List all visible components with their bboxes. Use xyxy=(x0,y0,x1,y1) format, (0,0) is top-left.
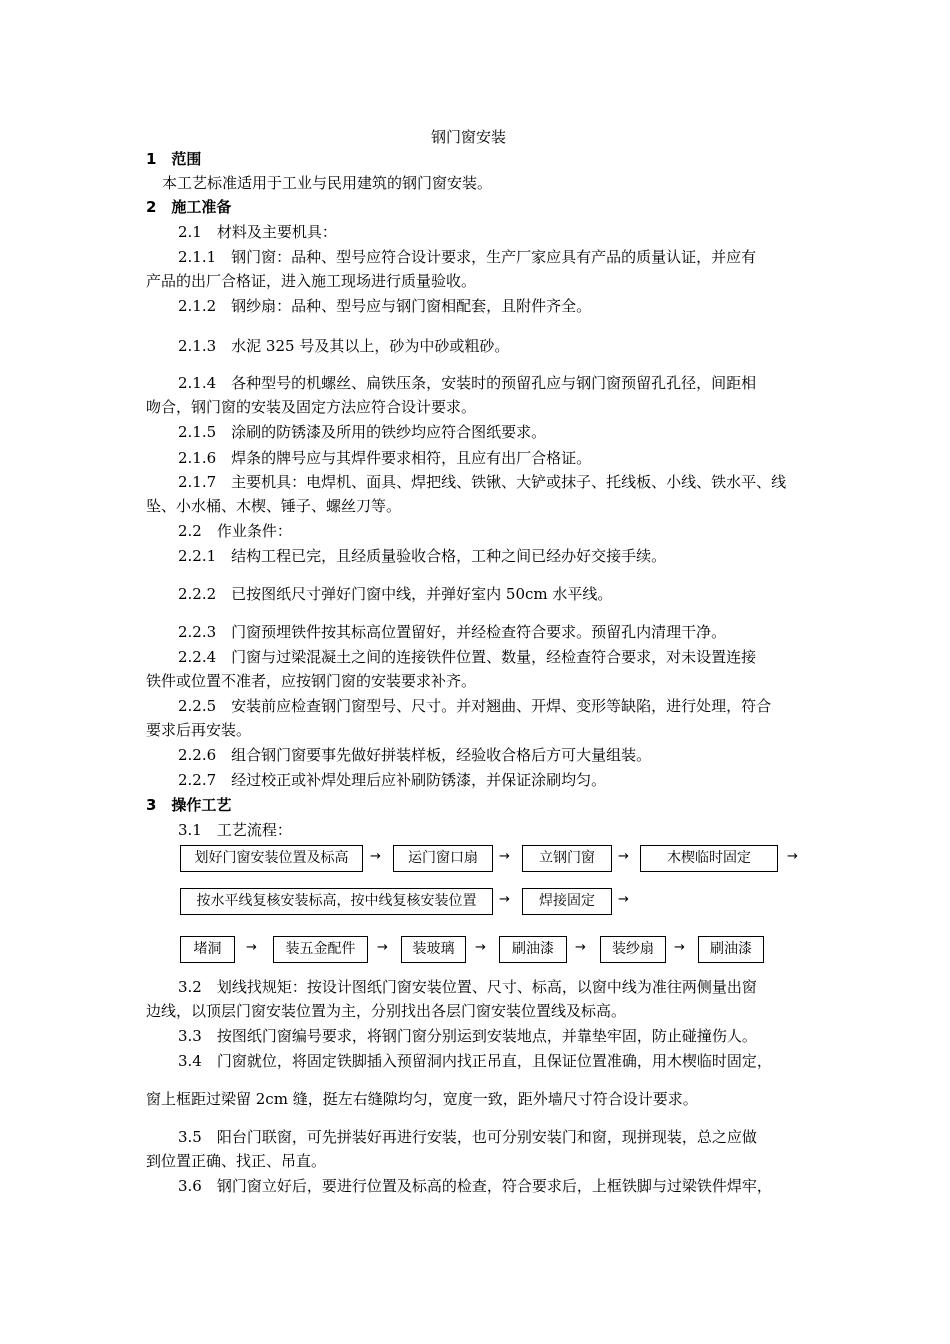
paragraph: 要求后再安装。 xyxy=(146,721,252,739)
section-3-heading: 3 操作工艺 xyxy=(146,796,232,814)
paragraph: 本工艺标准适用于工业与民用建筑的钢门窗安装。 xyxy=(162,174,493,192)
paragraph: 3.3 按图纸门窗编号要求，将钢门窗分别运到安装地点，并靠垫牢固，防止碰撞伤人。 xyxy=(178,1027,757,1045)
section-1-heading: 1 范围 xyxy=(146,150,202,168)
flow-step: 装五金配件 xyxy=(273,936,368,963)
paragraph: 2.1.1 钢门窗：品种、型号应符合设计要求，生产厂家应具有产品的质量认证，并应有 xyxy=(178,248,757,266)
arrow-icon: → xyxy=(370,849,381,864)
paragraph: 2.2.1 结构工程已完，且经质量验收合格，工种之间已经办好交接手续。 xyxy=(178,547,667,565)
paragraph: 2.1.5 涂刷的防锈漆及所用的铁纱均应符合图纸要求。 xyxy=(178,423,547,441)
paragraph: 2.1.3 水泥 325 号及其以上，砂为中砂或粗砂。 xyxy=(178,337,510,355)
flow-step: 划好门窗安装位置及标高 xyxy=(180,845,363,872)
flow-step: 刷油漆 xyxy=(698,936,764,963)
arrow-icon: → xyxy=(575,940,586,955)
flow-step: 立钢门窗 xyxy=(522,845,612,872)
section-2-heading: 2 施工准备 xyxy=(146,198,232,216)
paragraph: 到位置正确、找正、吊直。 xyxy=(146,1152,327,1170)
paragraph: 2.2.6 组合钢门窗要事先做好拼装样板，经验收合格后方可大量组装。 xyxy=(178,746,652,764)
arrow-icon: → xyxy=(787,849,798,864)
flow-step: 木楔临时固定 xyxy=(640,845,778,872)
paragraph: 吻合，钢门窗的安装及固定方法应符合设计要求。 xyxy=(146,398,477,416)
paragraph: 2.1 材料及主要机具： xyxy=(178,223,337,241)
paragraph: 边线，以顶层门窗安装位置为主，分别找出各层门窗安装位置线及标高。 xyxy=(146,1002,627,1020)
document-title: 钢门窗安装 xyxy=(431,128,507,146)
arrow-icon: → xyxy=(246,940,257,955)
flow-step: 堵洞 xyxy=(180,936,235,963)
paragraph: 2.1.4 各种型号的机螺丝、扁铁压条，安装时的预留孔应与钢门窗预留孔孔径，间距相 xyxy=(178,374,757,392)
paragraph: 3.4 门窗就位，将固定铁脚插入预留洞内找正吊直，且保证位置准确，用木楔临时固定， xyxy=(178,1052,772,1070)
paragraph: 铁件或位置不准者，应按钢门窗的安装要求补齐。 xyxy=(146,672,477,690)
paragraph: 3.2 划线找规矩：按设计图纸门窗安装位置、尺寸、标高，以窗中线为准往两侧量出窗 xyxy=(178,978,757,996)
arrow-icon: → xyxy=(499,892,510,907)
flow-step: 刷油漆 xyxy=(499,936,567,963)
paragraph: 坠、小水桶、木楔、锤子、螺丝刀等。 xyxy=(146,497,402,515)
paragraph: 2.1.6 焊条的牌号应与其焊件要求相符，且应有出厂合格证。 xyxy=(178,449,592,467)
flow-step: 装纱扇 xyxy=(600,936,666,963)
paragraph: 窗上框距过梁留 2cm 缝，挺左右缝隙均匀，宽度一致，距外墙尺寸符合设计要求。 xyxy=(146,1090,698,1108)
arrow-icon: → xyxy=(618,892,629,907)
paragraph: 2.2 作业条件： xyxy=(178,522,292,540)
paragraph: 2.2.7 经过校正或补焊处理后应补刷防锈漆，并保证涂刷均匀。 xyxy=(178,771,607,789)
arrow-icon: → xyxy=(499,849,510,864)
paragraph: 2.2.3 门窗预埋铁件按其标高位置留好，并经检查符合要求。预留孔内清理干净。 xyxy=(178,623,727,641)
arrow-icon: → xyxy=(618,849,629,864)
paragraph: 2.2.2 已按图纸尺寸弹好门窗中线，并弹好室内 50cm 水平线。 xyxy=(178,585,613,603)
paragraph: 2.2.5 安装前应检查钢门窗型号、尺寸。并对翘曲、开焊、变形等缺陷，进行处理，符合 xyxy=(178,697,772,715)
flow-step: 焊接固定 xyxy=(522,888,612,915)
flow-step: 运门窗口扇 xyxy=(393,845,493,872)
arrow-icon: → xyxy=(475,940,486,955)
arrow-icon: → xyxy=(377,940,388,955)
paragraph: 2.1.2 钢纱扇：品种、型号应与钢门窗相配套，且附件齐全。 xyxy=(178,297,592,315)
paragraph: 2.2.4 门窗与过梁混凝土之间的连接铁件位置、数量，经检查符合要求，对未设置连接 xyxy=(178,648,757,666)
flow-step: 按水平线复核安装标高，按中线复核安装位置 xyxy=(180,888,493,915)
flow-step: 装玻璃 xyxy=(401,936,466,963)
paragraph: 3.5 阳台门联窗，可先拼装好再进行安装，也可分别安装门和窗，现拼现装，总之应做 xyxy=(178,1128,757,1146)
paragraph: 3.6 钢门窗立好后，要进行位置及标高的检查，符合要求后，上框铁脚与过梁铁件焊牢， xyxy=(178,1177,772,1195)
paragraph: 2.1.7 主要机具：电焊机、面具、焊把线、铁锹、大铲或抹子、托线板、小线、铁水平、线 xyxy=(178,473,787,491)
arrow-icon: → xyxy=(674,940,685,955)
paragraph: 3.1 工艺流程： xyxy=(178,821,292,839)
paragraph: 产品的出厂合格证，进入施工现场进行质量验收。 xyxy=(146,272,477,290)
